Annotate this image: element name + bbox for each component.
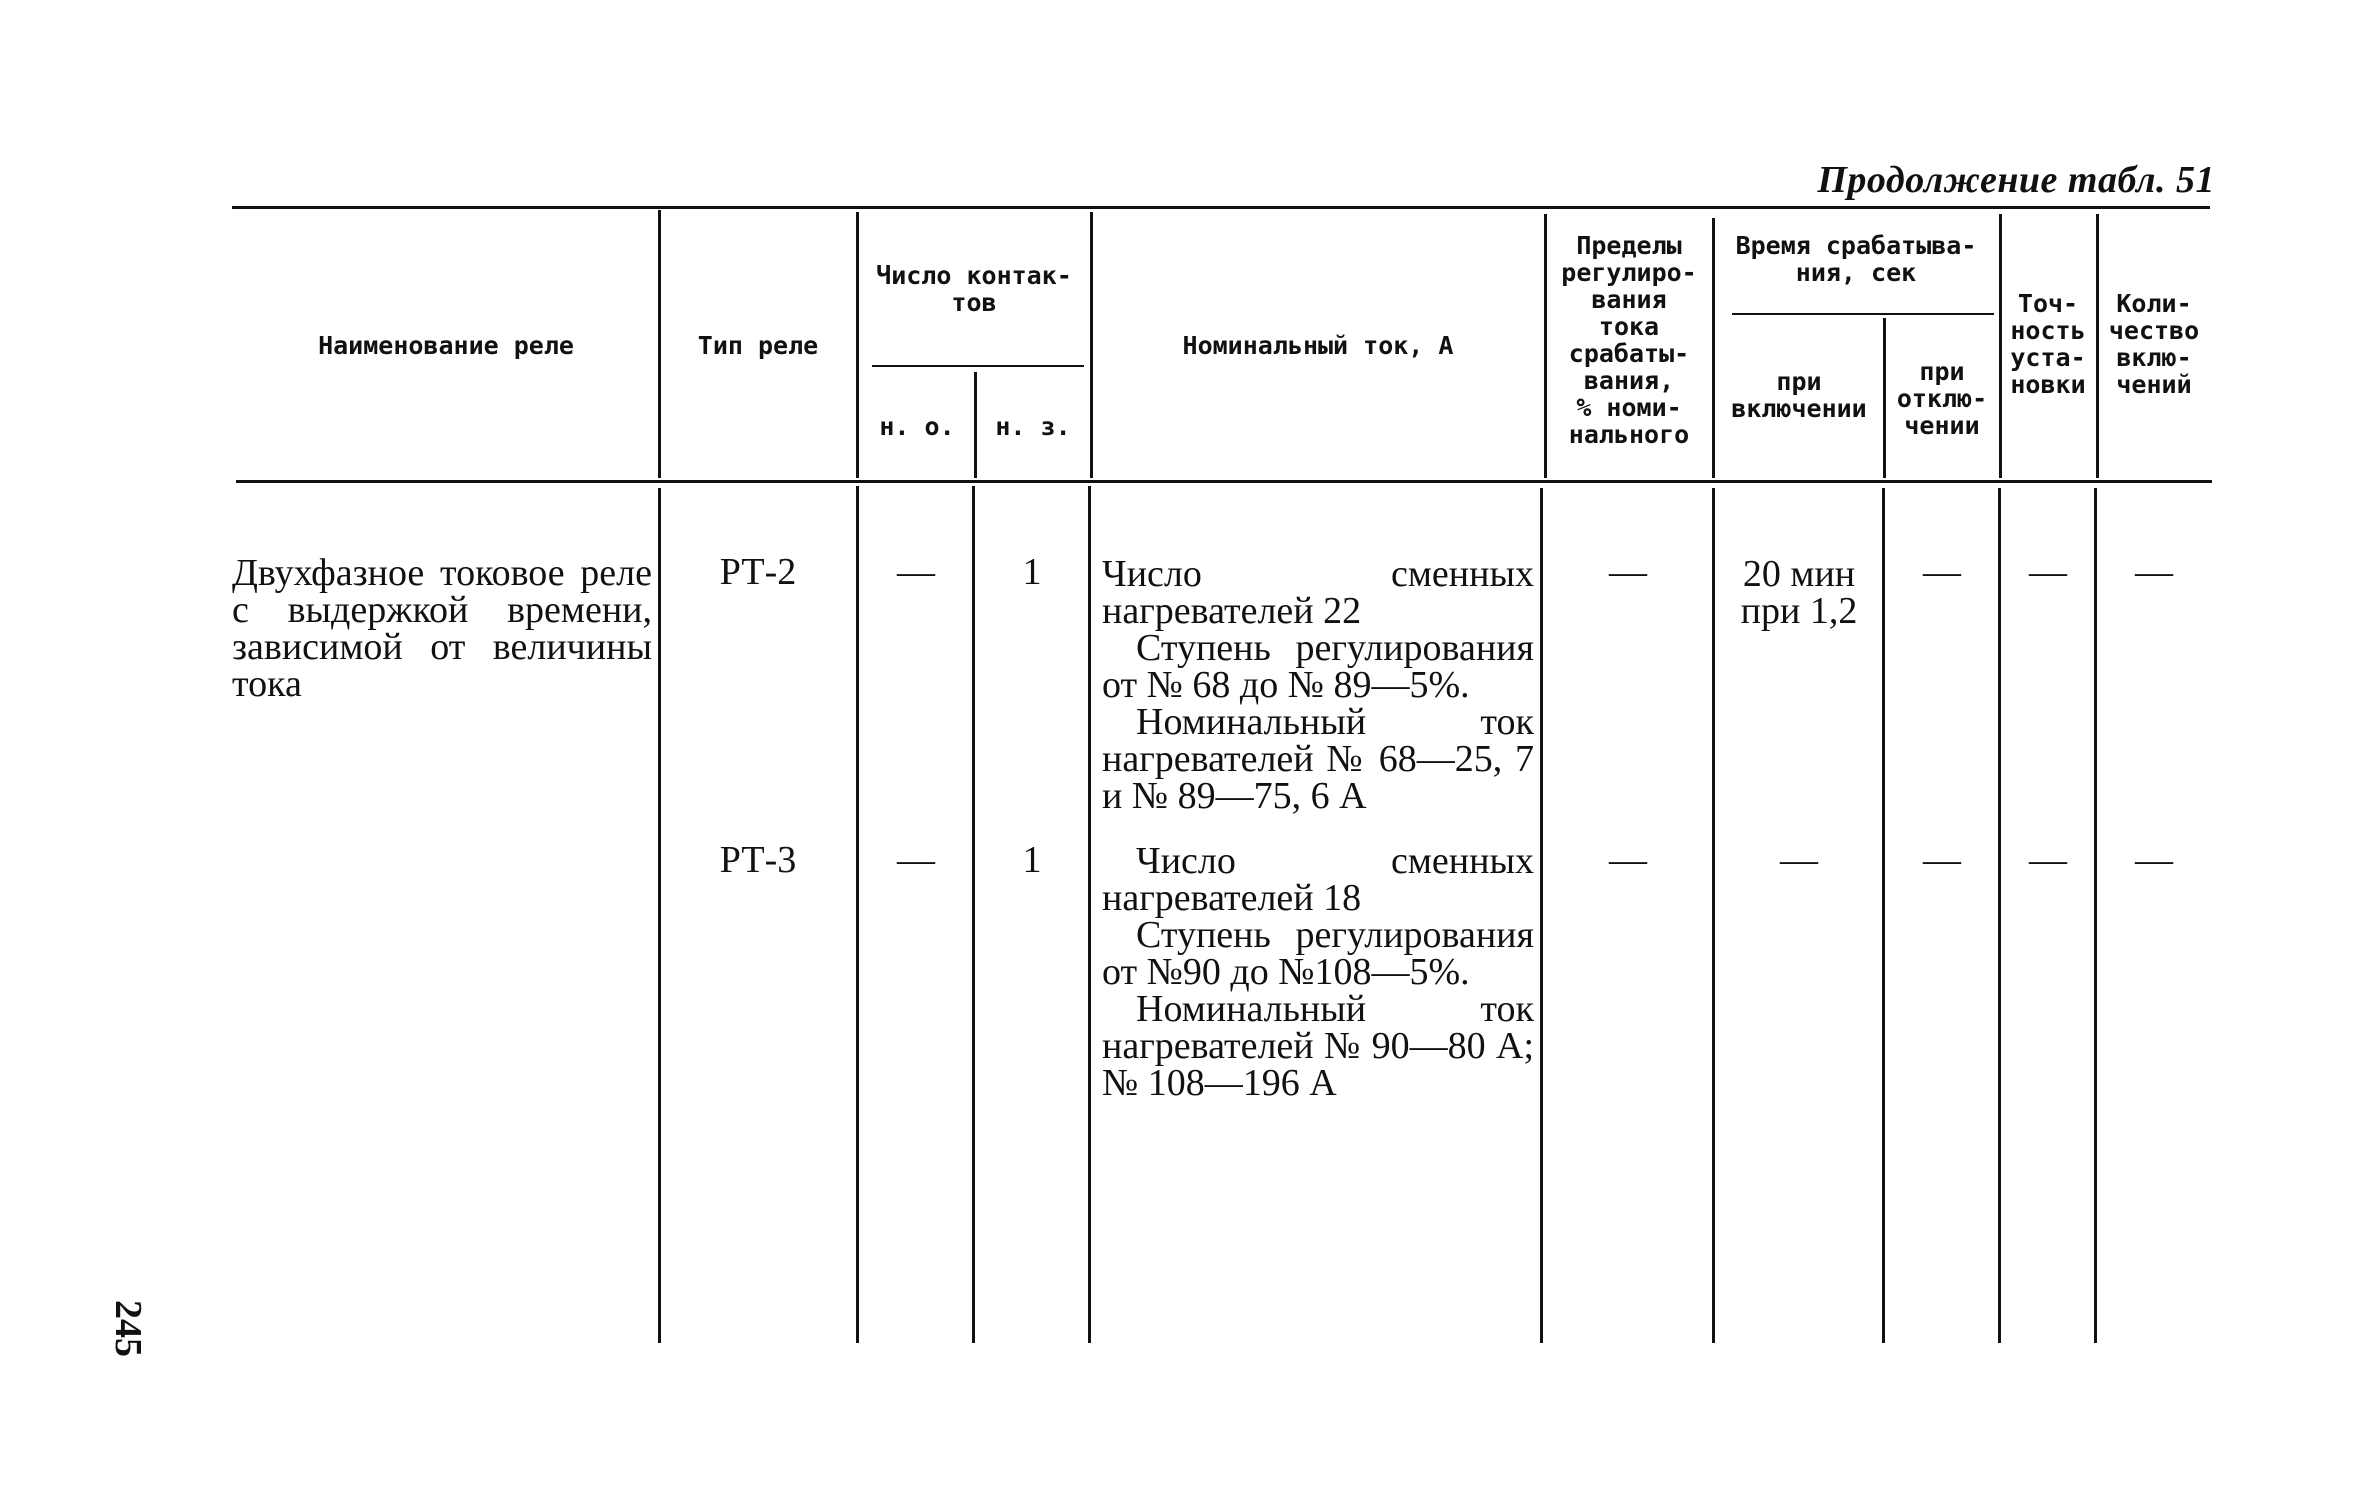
relay-type-pt2: РТ-2: [719, 551, 797, 593]
nominal-current-line: Число сменных нагревателей 18: [1102, 840, 1534, 919]
body-divider: [972, 486, 975, 1343]
header-divider: [1712, 218, 1715, 478]
time-on-value: —: [1780, 839, 1818, 881]
header-divider: [974, 372, 977, 478]
accuracy-value: —: [2029, 551, 2067, 593]
table-top-rule: [232, 206, 2210, 209]
header-contacts-no: н. о.: [879, 412, 955, 441]
relay-type-pt3: РТ-3: [719, 839, 797, 881]
header-count: Коли- чество вклю- чений: [2108, 289, 2200, 399]
header-time: Время срабатыва- ния, сек: [1735, 231, 1977, 287]
header-regulation-limits: Пределы регулиро- вания тока срабаты- вания, % номи- нального: [1561, 231, 1697, 449]
contacts-sub-rule: [872, 365, 1084, 367]
header-divider: [658, 210, 661, 478]
page-number: 245: [107, 1300, 149, 1357]
header-nominal-current: Номинальный ток, А: [1182, 331, 1454, 360]
header-time-on: при включении: [1731, 367, 1867, 423]
count-value: —: [2135, 839, 2173, 881]
time-off-value: —: [1923, 839, 1961, 881]
nominal-current-line: Ступень регулирования от №90 до №108—5%.: [1102, 914, 1534, 993]
body-divider: [1998, 488, 2001, 1343]
contacts-no-value: —: [897, 839, 935, 881]
time-sub-rule: [1732, 313, 1994, 315]
body-divider: [1088, 486, 1091, 1343]
time-off-value: —: [1923, 551, 1961, 593]
header-relay-name: Наименование реле: [318, 331, 574, 360]
nominal-current-cell: [1102, 553, 1534, 817]
body-divider: [856, 486, 859, 1343]
body-divider: [1540, 488, 1543, 1343]
body-divider: [1882, 488, 1885, 1343]
time-on-value: 20 мин при 1,2: [1740, 553, 1858, 632]
header-contacts-nc: н. з.: [995, 412, 1071, 441]
header-divider: [1544, 214, 1547, 478]
header-bottom-rule: [236, 480, 2212, 483]
header-relay-type: Тип реле: [697, 331, 819, 360]
header-accuracy: Точ- ность уста- новки: [2010, 289, 2086, 399]
nominal-current-line: Ступень регулирования от № 68 до № 89—5%.: [1102, 627, 1534, 706]
count-value: —: [2135, 551, 2173, 593]
relay-name: Двухфазное токовое реле с выдержкой времени, зависимой от величины тока: [232, 552, 652, 705]
table-caption: Продолжение табл. 51: [1817, 159, 2215, 201]
accuracy-value: —: [2029, 839, 2067, 881]
body-divider: [2094, 488, 2097, 1343]
regulation-limits-value: —: [1609, 551, 1647, 593]
nominal-current-line: Номинальный ток нагревателей № 68—25, 7 и № 89—75, 6 А: [1102, 701, 1534, 817]
nominal-current-cell: [1102, 840, 1534, 1104]
contacts-no-value: —: [897, 551, 935, 593]
contacts-nc-value: 1: [1022, 551, 1042, 593]
header-time-off: при отклю- чении: [1896, 357, 1988, 440]
header-divider: [856, 212, 859, 478]
body-divider: [1712, 488, 1715, 1343]
nominal-current-line: Число сменных нагревателей 22: [1102, 553, 1534, 632]
regulation-limits-value: —: [1609, 839, 1647, 881]
header-contacts: Число контак- тов: [876, 261, 1072, 317]
relay-name-cell: [232, 552, 652, 705]
nominal-current-line: Номинальный ток нагревателей № 90—80 А; № 108—196 А: [1102, 988, 1534, 1104]
contacts-nc-value: 1: [1022, 839, 1042, 881]
body-divider: [658, 488, 661, 1343]
header-divider: [1090, 212, 1093, 478]
